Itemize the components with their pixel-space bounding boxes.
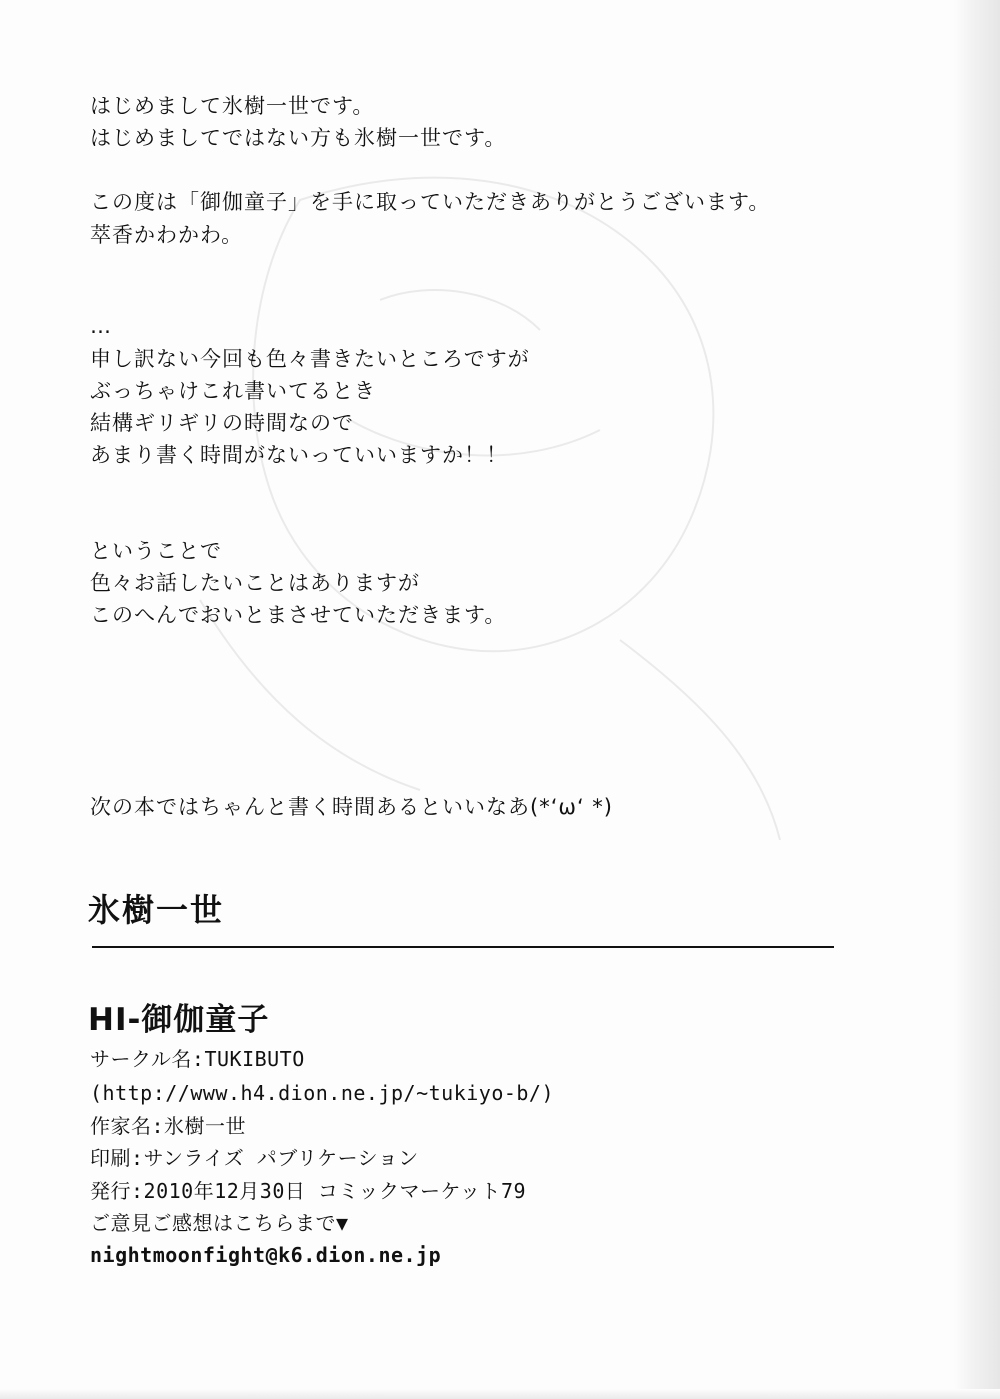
afterword-ellipsis: …	[90, 314, 112, 338]
colophon-url: (http://www.h4.dion.ne.jp/~tukiyo-b/)	[90, 1081, 555, 1105]
scan-edge-bottom	[0, 1389, 1000, 1399]
afterword-line: ぶっちゃけこれ書いてるとき	[90, 379, 376, 403]
afterword-line: この度は「御伽童子」を手に取っていただきありがとうございます。	[90, 190, 771, 214]
author-signature: 氷樹一世	[88, 891, 225, 929]
colophon-printer: 印刷:サンライズ パブリケーション	[90, 1146, 419, 1170]
colophon-email: nightmoonfight@k6.dion.ne.jp	[90, 1243, 442, 1267]
afterword-line: はじめまして氷樹一世です。	[90, 94, 375, 118]
afterword-line: ということで	[90, 539, 222, 563]
afterword-line: 申し訳ない今回も色々書きたいところですが	[90, 347, 530, 371]
afterword-line: あまり書く時間がないっていいますか！！	[90, 443, 508, 467]
afterword-line: 色々お話したいことはありますが	[90, 571, 420, 595]
scan-edge-shadow	[954, 0, 1000, 1399]
divider-rule	[92, 946, 834, 948]
afterword-closing: 次の本ではちゃんと書く時間あるといいなあ(*‘ω‘ *)	[90, 795, 613, 819]
colophon-published: 発行:2010年12月30日 コミックマーケット79	[90, 1179, 527, 1203]
colophon-author: 作家名:氷樹一世	[90, 1114, 247, 1138]
afterword-line: はじめましてではない方も氷樹一世です。	[90, 126, 507, 150]
afterword-line: このへんでおいとまさせていただきます。	[90, 603, 507, 627]
colophon-feedback-label: ご意見ご感想はこちらまで▼	[90, 1211, 349, 1235]
afterword-line: 萃香かわかわ。	[90, 223, 244, 247]
colophon-circle: サークル名:TUKIBUTO	[90, 1047, 305, 1071]
afterword-line: 結構ギリギリの時間なので	[90, 411, 354, 435]
colophon-title: HI-御伽童子	[88, 1002, 270, 1038]
